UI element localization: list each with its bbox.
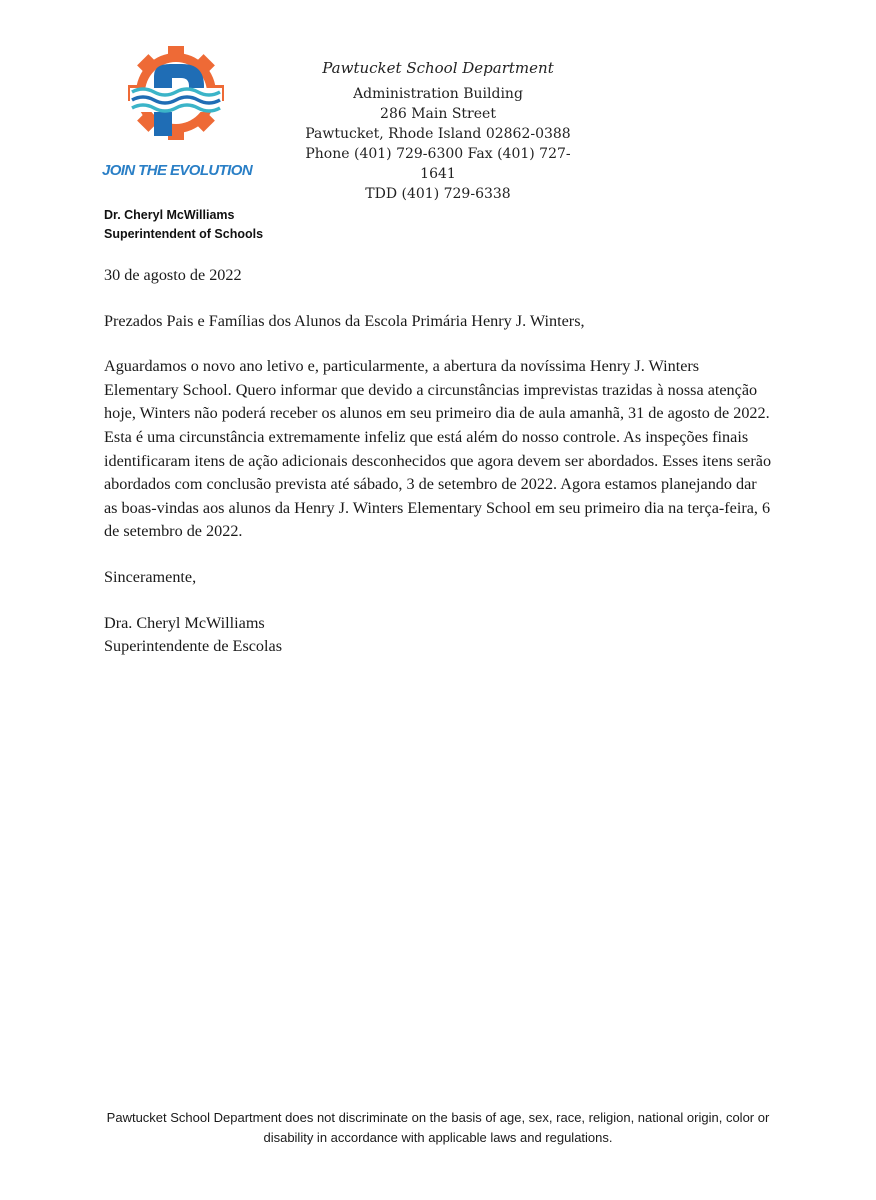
superintendent-title: Superintendent of Schools xyxy=(104,227,264,241)
signature-title: Superintendente de Escolas xyxy=(104,637,283,656)
superintendent-block xyxy=(104,206,263,244)
pawtucket-logo-icon xyxy=(126,46,226,140)
department-address-block xyxy=(295,58,581,204)
footer-disclaimer xyxy=(80,1108,796,1148)
department-name: Pawtucket School Department xyxy=(322,59,554,77)
letter-paragraph: Aguardamos o novo ano letivo e, particularmente, a abertura da novíssima Henry J. Winters Elementary School. Quero informar que devido a circunstâncias imprevistas trazidas à nossa atenção hoje, Winters não poderá receber os alunos em seu primeiro dia de aula amanhã, 31 de agosto de 2022. Esta é uma circunstância extremamente infeliz que está além do nosso controle. As inspeções finais identificaram itens de ação adicionais desconhecidos que agora devem ser abordados. Esses itens serão abordados com conclusão prevista até sábado, 3 de setembro de 2022. Agora estamos planejando dar as boas-vindas aos alunos da Henry J. Winters Elementary School em seu primeiro dia na terça-feira, 6 de setembro de 2022. xyxy=(104,357,772,541)
address-line: Pawtucket, Rhode Island 02862-0388 xyxy=(305,126,571,142)
signature-name: Dra. Cheryl McWilliams xyxy=(104,613,265,632)
phone-fax-line: Phone (401) 729-6300 Fax (401) 727-1641 xyxy=(305,146,571,182)
letter-body xyxy=(104,264,772,659)
superintendent-name: Dr. Cheryl McWilliams xyxy=(104,208,235,222)
letter-closing: Sinceramente, xyxy=(104,567,197,586)
letter-greeting: Prezados Pais e Famílias dos Alunos da Escola Primária Henry J. Winters, xyxy=(104,311,585,330)
footer-line: disability in accordance with applicable laws and regulations. xyxy=(263,1130,613,1145)
tagline: JOIN THE EVOLUTION xyxy=(102,162,253,179)
address-line: Administration Building xyxy=(353,86,523,102)
address-line: 286 Main Street xyxy=(380,106,496,122)
letter-date: 30 de agosto de 2022 xyxy=(104,266,242,284)
tdd-line: TDD (401) 729-6338 xyxy=(365,186,511,202)
footer-line: Pawtucket School Department does not discriminate on the basis of age, sex, race, religion, national origin, color or xyxy=(106,1110,770,1125)
